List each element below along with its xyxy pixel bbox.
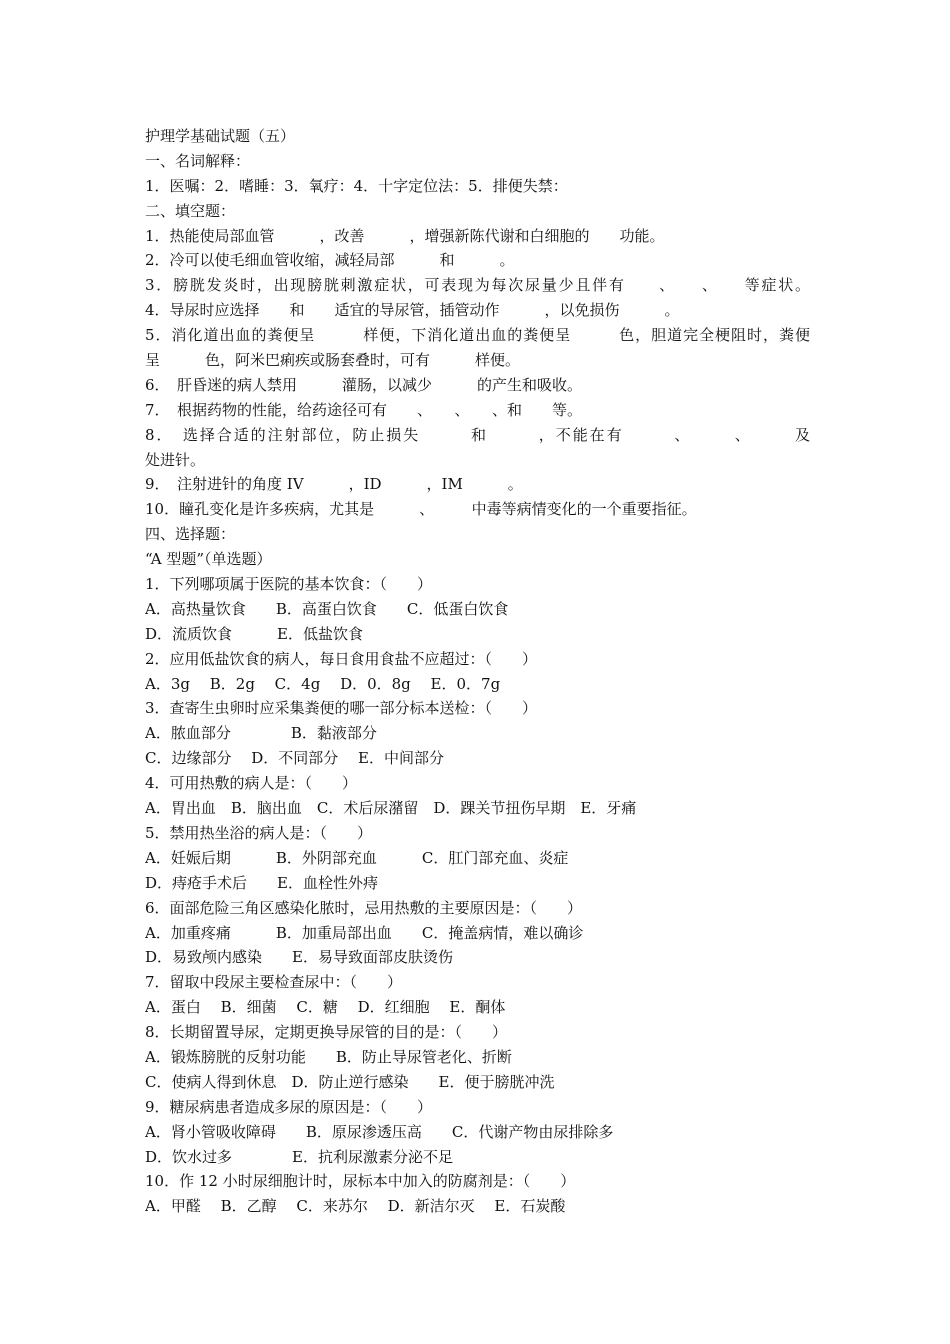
text-line: 10．瞳孔变化是许多疾病，尤其是 、 中毒等病情变化的一个重要指征。 xyxy=(145,500,697,519)
options-line: A．甲醛 B．乙醇 C．来苏尔 D．新洁尔灭 E．石炭酸 xyxy=(145,1197,566,1216)
question-line: 6．面部危险三角区感染化脓时，忌用热敷的主要原因是：（ ） xyxy=(145,898,583,917)
document-page xyxy=(145,124,810,1219)
text-line: 7． 根据药物的性能，给药途径可有 、 、 、和 等。 xyxy=(145,400,583,419)
text-line: 呈 色，阿米巴痢疾或肠套叠时，可有 样便。 xyxy=(145,351,521,370)
options-line: A．妊娠后期 B．外阴部充血 C．肛门部充血、炎症 xyxy=(145,848,569,867)
question-line: 1．下列哪项属于医院的基本饮食：（ ） xyxy=(145,575,433,594)
question-line: 10．作 12 小时尿细胞计时，尿标本中加入的防腐剂是：（ ） xyxy=(145,1172,576,1191)
text-line: 3．膀胱发炎时，出现膀胱刺激症状，可表现为每次尿量少且伴有 、 、 等症状。 xyxy=(145,276,810,295)
options-line: A．胃出血 B．脑出血 C．术后尿潴留 D．踝关节扭伤早期 E．牙痛 xyxy=(145,799,637,818)
question-line: 4．可用热敷的病人是：（ ） xyxy=(145,774,358,793)
question-line: 7．留取中段尿主要检查尿中：（ ） xyxy=(145,973,403,992)
options-line: D．流质饮食 E．低盐饮食 xyxy=(145,624,363,643)
options-line: A．3g B．2g C．4g D．0．8g E．0．7g xyxy=(145,674,501,693)
question-line: 8．长期留置导尿，定期更换导尿管的目的是：（ ） xyxy=(145,1023,508,1042)
text-line: 2．冷可以使毛细血管收缩，减轻局部 和 。 xyxy=(145,251,515,270)
section-heading: 四、选择题： xyxy=(145,525,236,544)
subsection-heading: “A 型题”（单选题） xyxy=(145,550,272,569)
question-line: 3．查寄生虫卵时应采集粪便的哪一部分标本送检：（ ） xyxy=(145,699,538,718)
options-line: A．锻炼膀胱的反射功能 B．防止导尿管老化、折断 xyxy=(145,1047,512,1066)
options-line: D．痔疮手术后 E．血栓性外痔 xyxy=(145,873,378,892)
text-line: 6． 肝昏迷的病人禁用 灌肠，以减少 的产生和吸收。 xyxy=(145,375,583,394)
question-line: 9．糖尿病患者造成多尿的原因是：（ ） xyxy=(145,1097,433,1116)
question-line: 5．禁用热坐浴的病人是：（ ） xyxy=(145,823,373,842)
document-title: 护理学基础试题（五） xyxy=(145,127,296,145)
options-line: A．肾小管吸收障碍 B．原尿渗透压高 C．代谢产物由尿排除多 xyxy=(145,1122,614,1141)
text-line: 4．导尿时应选择 和 适宜的导尿管，插管动作 ，以免损伤 。 xyxy=(145,301,680,320)
text-line: 1．热能使局部血管 ，改善 ，增强新陈代谢和白细胞的 功能。 xyxy=(145,226,665,245)
section-heading: 一、名词解释： xyxy=(145,151,251,170)
text-line: 1．医嘱：2．嗜睡：3．氧疗：4．十字定位法：5．排便失禁： xyxy=(145,176,568,195)
options-line: A．蛋白 B．细菌 C．糖 D．红细胞 E．酮体 xyxy=(145,998,506,1017)
text-line: 5．消化道出血的粪便呈 样便，下消化道出血的粪便呈 色，胆道完全梗阻时，粪便 xyxy=(145,326,810,345)
text-line: 8． 选择合适的注射部位，防止损失 和 ，不能在有 、 、 及 xyxy=(145,425,810,444)
options-line: D．饮水过多 E．抗利尿激素分泌不足 xyxy=(145,1147,453,1166)
options-line: D．易致颅内感染 E．易导致面部皮肤烫伤 xyxy=(145,948,453,967)
options-line: A．脓血部分 B．黏液部分 xyxy=(145,724,377,743)
text-line: 9． 注射进针的角度 IV ，ID ，IM 。 xyxy=(145,475,523,494)
options-line: C．使病人得到休息 D．防止逆行感染 E．便于膀胱冲洗 xyxy=(145,1072,555,1091)
text-line: 处进针。 xyxy=(145,450,206,469)
options-line: A．高热量饮食 B．高蛋白饮食 C．低蛋白饮食 xyxy=(145,599,509,618)
options-line: A．加重疼痛 B．加重局部出血 C．掩盖病情，难以确诊 xyxy=(145,923,584,942)
section-heading: 二、填空题： xyxy=(145,201,236,220)
options-line: C．边缘部分 D．不同部分 E．中间部分 xyxy=(145,749,444,768)
question-line: 2．应用低盐饮食的病人，每日食用食盐不应超过：（ ） xyxy=(145,649,538,668)
